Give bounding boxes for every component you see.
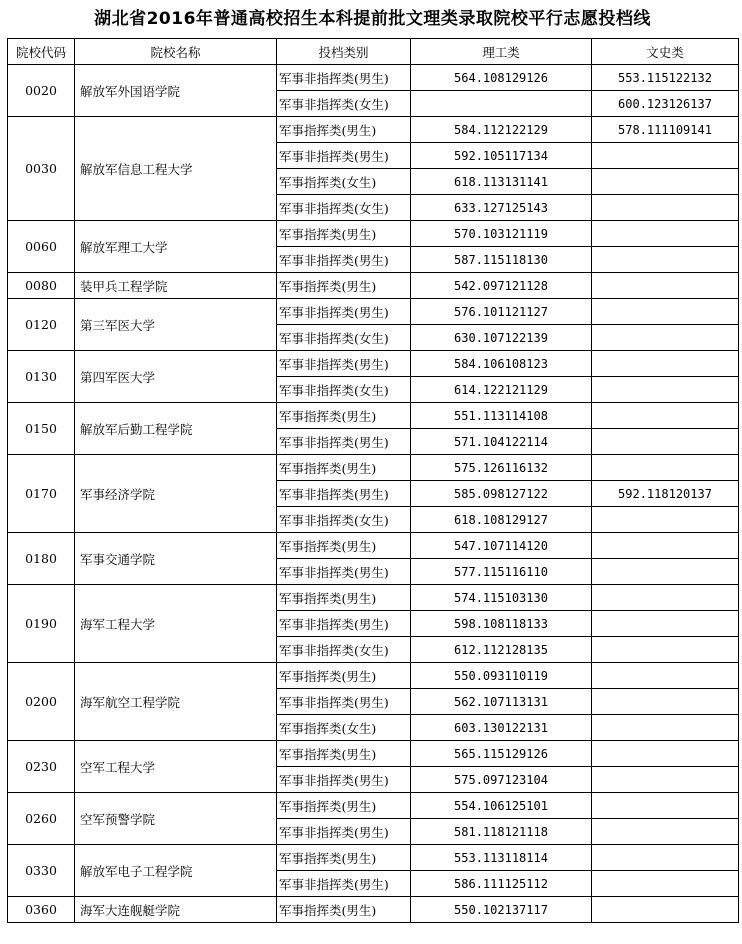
science-score-cell: 598.108118133 — [411, 611, 592, 637]
table-row — [8, 403, 739, 429]
category-cell: 军事指挥类(男生) — [277, 533, 411, 559]
category-cell: 军事指挥类(男生) — [277, 663, 411, 689]
arts-score-cell — [592, 637, 739, 663]
category-cell: 军事非指挥类(女生) — [277, 507, 411, 533]
category-cell: 军事非指挥类(男生) — [277, 299, 411, 325]
arts-score-cell: 592.118120137 — [592, 481, 739, 507]
science-score-cell: 562.107113131 — [411, 689, 592, 715]
table-row — [8, 663, 739, 689]
school-name-cell: 解放军理工大学 — [75, 221, 277, 273]
table-row — [8, 455, 739, 481]
science-score-cell: 603.130122131 — [411, 715, 592, 741]
arts-score-cell: 553.115122132 — [592, 65, 739, 91]
arts-score-cell: 600.123126137 — [592, 91, 739, 117]
category-cell: 军事非指挥类(女生) — [277, 91, 411, 117]
category-cell: 军事指挥类(男生) — [277, 403, 411, 429]
arts-score-cell — [592, 845, 739, 871]
category-cell: 军事指挥类(男生) — [277, 117, 411, 143]
science-score-cell: 587.115118130 — [411, 247, 592, 273]
category-cell: 军事非指挥类(男生) — [277, 819, 411, 845]
arts-score-cell — [592, 325, 739, 351]
science-score-cell: 570.103121119 — [411, 221, 592, 247]
table-body — [8, 65, 739, 923]
school-code-cell: 0060 — [8, 221, 75, 273]
science-score-cell: 575.126116132 — [411, 455, 592, 481]
school-name-cell: 解放军信息工程大学 — [75, 117, 277, 221]
school-name-cell: 空军工程大学 — [75, 741, 277, 793]
table-row — [8, 351, 739, 377]
arts-score-cell — [592, 689, 739, 715]
science-score-cell: 554.106125101 — [411, 793, 592, 819]
school-name-cell: 第四军医大学 — [75, 351, 277, 403]
category-cell: 军事非指挥类(男生) — [277, 481, 411, 507]
category-cell: 军事非指挥类(男生) — [277, 689, 411, 715]
arts-score-cell — [592, 663, 739, 689]
science-score-cell: 612.112128135 — [411, 637, 592, 663]
category-cell: 军事指挥类(女生) — [277, 715, 411, 741]
school-name-cell: 军事经济学院 — [75, 455, 277, 533]
arts-score-cell — [592, 611, 739, 637]
school-code-cell: 0180 — [8, 533, 75, 585]
science-score-cell: 618.113131141 — [411, 169, 592, 195]
school-name-cell: 军事交通学院 — [75, 533, 277, 585]
category-cell: 军事非指挥类(男生) — [277, 65, 411, 91]
science-score-cell: 630.107122139 — [411, 325, 592, 351]
arts-score-cell — [592, 741, 739, 767]
table-row — [8, 273, 739, 299]
category-cell: 军事非指挥类(男生) — [277, 559, 411, 585]
science-score-cell: 551.113114108 — [411, 403, 592, 429]
school-code-cell: 0020 — [8, 65, 75, 117]
science-score-cell: 547.107114120 — [411, 533, 592, 559]
category-cell: 军事非指挥类(男生) — [277, 611, 411, 637]
category-cell: 军事指挥类(女生) — [277, 169, 411, 195]
table-row — [8, 221, 739, 247]
arts-score-cell — [592, 429, 739, 455]
science-score-cell: 584.112122129 — [411, 117, 592, 143]
arts-score-cell — [592, 559, 739, 585]
science-score-cell: 550.093110119 — [411, 663, 592, 689]
arts-score-cell — [592, 143, 739, 169]
category-cell: 军事非指挥类(女生) — [277, 195, 411, 221]
school-name-cell: 海军工程大学 — [75, 585, 277, 663]
arts-score-cell — [592, 819, 739, 845]
school-code-cell: 0260 — [8, 793, 75, 845]
science-score-cell: 614.122121129 — [411, 377, 592, 403]
school-name-cell: 第三军医大学 — [75, 299, 277, 351]
table-row — [8, 117, 739, 143]
arts-score-cell — [592, 403, 739, 429]
table-header-row — [8, 39, 739, 65]
science-score-cell: 577.115116110 — [411, 559, 592, 585]
category-cell: 军事非指挥类(男生) — [277, 871, 411, 897]
science-score-cell: 575.097123104 — [411, 767, 592, 793]
science-score-cell: 542.097121128 — [411, 273, 592, 299]
arts-score-cell — [592, 871, 739, 897]
school-code-cell: 0360 — [8, 897, 75, 923]
arts-score-cell — [592, 221, 739, 247]
school-name-cell: 空军预警学院 — [75, 793, 277, 845]
arts-score-cell — [592, 377, 739, 403]
science-score-cell: 581.118121118 — [411, 819, 592, 845]
category-cell: 军事非指挥类(女生) — [277, 637, 411, 663]
science-score-cell: 550.102137117 — [411, 897, 592, 923]
table-row — [8, 585, 739, 611]
arts-score-cell — [592, 273, 739, 299]
science-score-cell: 585.098127122 — [411, 481, 592, 507]
table-row — [8, 793, 739, 819]
school-code-cell: 0030 — [8, 117, 75, 221]
category-cell: 军事非指挥类(男生) — [277, 767, 411, 793]
arts-score-cell — [592, 793, 739, 819]
header-school-name: 院校名称 — [75, 39, 277, 65]
arts-score-cell: 578.111109141 — [592, 117, 739, 143]
header-arts: 文史类 — [592, 39, 739, 65]
header-science: 理工类 — [411, 39, 592, 65]
header-school-code: 院校代码 — [8, 39, 75, 65]
table-row — [8, 533, 739, 559]
school-name-cell: 海军大连舰艇学院 — [75, 897, 277, 923]
category-cell: 军事非指挥类(男生) — [277, 247, 411, 273]
arts-score-cell — [592, 351, 739, 377]
table-row — [8, 741, 739, 767]
table-row — [8, 845, 739, 871]
school-name-cell: 解放军外国语学院 — [75, 65, 277, 117]
table-row — [8, 299, 739, 325]
science-score-cell: 633.127125143 — [411, 195, 592, 221]
science-score-cell: 565.115129126 — [411, 741, 592, 767]
admission-score-table — [7, 38, 739, 923]
school-code-cell: 0150 — [8, 403, 75, 455]
school-code-cell: 0120 — [8, 299, 75, 351]
arts-score-cell — [592, 195, 739, 221]
category-cell: 军事指挥类(男生) — [277, 793, 411, 819]
arts-score-cell — [592, 247, 739, 273]
science-score-cell — [411, 91, 592, 117]
arts-score-cell — [592, 455, 739, 481]
table-row — [8, 897, 739, 923]
arts-score-cell — [592, 585, 739, 611]
arts-score-cell — [592, 767, 739, 793]
category-cell: 军事指挥类(男生) — [277, 585, 411, 611]
school-code-cell: 0170 — [8, 455, 75, 533]
school-code-cell: 0080 — [8, 273, 75, 299]
category-cell: 军事指挥类(男生) — [277, 741, 411, 767]
category-cell: 军事非指挥类(男生) — [277, 143, 411, 169]
category-cell: 军事指挥类(男生) — [277, 455, 411, 481]
arts-score-cell — [592, 715, 739, 741]
category-cell: 军事指挥类(男生) — [277, 221, 411, 247]
arts-score-cell — [592, 897, 739, 923]
school-code-cell: 0130 — [8, 351, 75, 403]
school-name-cell: 装甲兵工程学院 — [75, 273, 277, 299]
science-score-cell: 618.108129127 — [411, 507, 592, 533]
science-score-cell: 553.113118114 — [411, 845, 592, 871]
category-cell: 军事指挥类(男生) — [277, 273, 411, 299]
arts-score-cell — [592, 299, 739, 325]
header-category: 投档类别 — [277, 39, 411, 65]
science-score-cell: 586.111125112 — [411, 871, 592, 897]
school-code-cell: 0200 — [8, 663, 75, 741]
school-name-cell: 海军航空工程学院 — [75, 663, 277, 741]
category-cell: 军事指挥类(男生) — [277, 897, 411, 923]
school-code-cell: 0330 — [8, 845, 75, 897]
arts-score-cell — [592, 507, 739, 533]
school-name-cell: 解放军电子工程学院 — [75, 845, 277, 897]
category-cell: 军事指挥类(男生) — [277, 845, 411, 871]
science-score-cell: 571.104122114 — [411, 429, 592, 455]
page-title: 湖北省2016年普通高校招生本科提前批文理类录取院校平行志愿投档线 — [94, 9, 651, 29]
science-score-cell: 584.106108123 — [411, 351, 592, 377]
science-score-cell: 592.105117134 — [411, 143, 592, 169]
science-score-cell: 576.101121127 — [411, 299, 592, 325]
science-score-cell: 564.108129126 — [411, 65, 592, 91]
arts-score-cell — [592, 533, 739, 559]
school-name-cell: 解放军后勤工程学院 — [75, 403, 277, 455]
category-cell: 军事非指挥类(女生) — [277, 325, 411, 351]
science-score-cell: 574.115103130 — [411, 585, 592, 611]
category-cell: 军事非指挥类(男生) — [277, 351, 411, 377]
table-row — [8, 65, 739, 91]
category-cell: 军事非指挥类(男生) — [277, 429, 411, 455]
school-code-cell: 0190 — [8, 585, 75, 663]
arts-score-cell — [592, 169, 739, 195]
category-cell: 军事非指挥类(女生) — [277, 377, 411, 403]
school-code-cell: 0230 — [8, 741, 75, 793]
